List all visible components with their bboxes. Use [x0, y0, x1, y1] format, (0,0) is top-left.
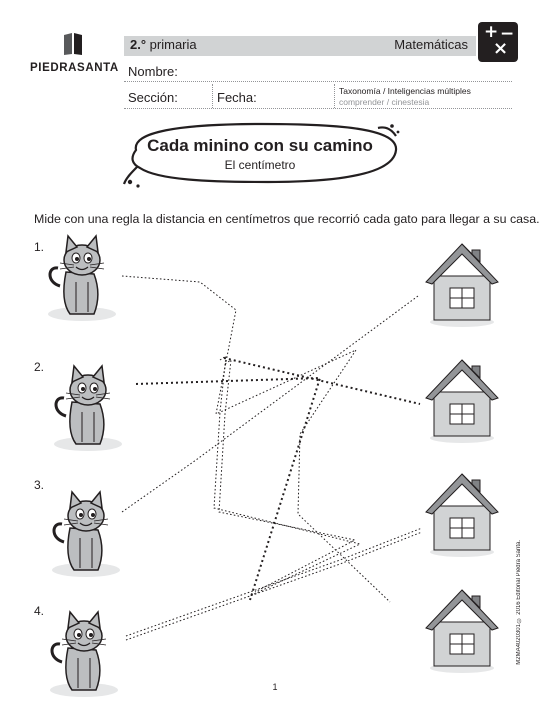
taxonomy-values: comprender / cinestesia: [339, 97, 430, 107]
brand-name: PIEDRASANTA: [30, 62, 119, 74]
activity-title: Cada minino con su camino: [147, 136, 373, 155]
cat-icon: [54, 366, 122, 451]
cat-icon: [52, 492, 120, 577]
item-number: 1.: [34, 240, 45, 254]
cat-icon: [48, 236, 116, 321]
item-number: 2.: [34, 360, 45, 374]
grade-level: primaria: [149, 37, 197, 52]
item-number: 3.: [34, 478, 45, 492]
section-label: Sección:: [128, 90, 178, 105]
page-number: 1: [272, 682, 278, 692]
subject-label: Matemáticas: [394, 37, 468, 52]
copyright-note: M2MA4020301 © 2016 Editorial Piedra Santa.: [516, 540, 522, 665]
instruction-text: Mide con una regla la distancia en centímetros que recorrió cada gato para llegar a su casa.: [34, 212, 540, 226]
name-label: Nombre:: [128, 64, 178, 79]
item-number: 4.: [34, 604, 45, 618]
date-label: Fecha:: [217, 90, 257, 105]
house-icon: [426, 474, 498, 557]
house-icon: [426, 590, 498, 673]
house-icon: [426, 360, 498, 443]
activity-subtitle: El centímetro: [224, 158, 296, 172]
grade-number: 2.°: [130, 37, 147, 52]
math-operations-icon: + − ×: [478, 22, 518, 62]
house-icon: [426, 244, 498, 327]
taxonomy-label: Taxonomía / Inteligencias múltiples: [339, 86, 471, 96]
